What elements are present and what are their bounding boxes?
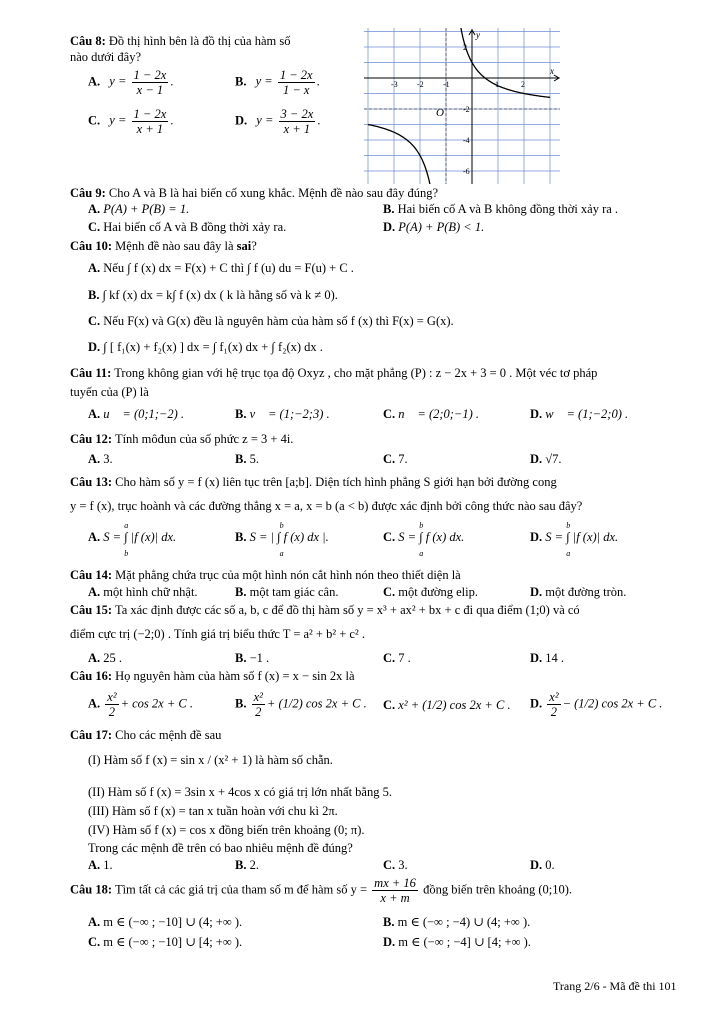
graph-curves — [368, 28, 550, 184]
q10-option-c[interactable]: C. Nếu F(x) và G(x) đều là nguyên hàm của hàm số f (x) thì F(x) = G(x). — [88, 314, 454, 328]
q17-stem: Câu 17: Cho các mệnh đề sau — [70, 728, 222, 742]
q17-option-b[interactable]: B. 2. — [235, 858, 259, 872]
q14-option-d[interactable]: D. một đường tròn. — [530, 585, 627, 599]
q10-stem: Câu 10: Mệnh đề nào sau đây là sai? — [70, 239, 257, 253]
q18-option-a[interactable]: A. m ∈ (−∞ ; −10] ∪ (4; +∞ ). — [88, 915, 243, 929]
q15-stem-1: Câu 15: Ta xác định được các số a, b, c để đồ thị hàm số y = x³ + ax² + bx + c đi qua điểm (1;0) và có — [70, 603, 580, 617]
q8-label: Câu 8: — [70, 34, 106, 48]
q10-option-d[interactable]: D. ∫ [ f₁(x) + f₂(x) ] dx = ∫ f₁(x) dx + ∫ f₂(x) dx . — [88, 340, 323, 354]
q9-text: Cho A và B là hai biến cố xung khắc. Mệnh đề nào sau đây đúng? — [108, 186, 439, 200]
q13-option-b[interactable]: B. S = | ∫ f (x) dx |. b a — [235, 521, 329, 558]
q8-a-fraction: $\frac{1 - 2x}{x - 1}$ — [133, 68, 167, 97]
q8-text2: nào dưới đây? — [70, 50, 142, 64]
q9-label: Câu 9: — [70, 186, 106, 200]
origin-label: O — [436, 107, 444, 119]
q15-stem-2: điểm cực trị (−2;0) . Tính giá trị biểu thức T = a² + b² + c² . — [70, 627, 365, 641]
q11-option-d[interactable]: D. w⃗ = (1;−2;0) . — [530, 407, 629, 421]
q13-option-a[interactable]: A. S = ∫ |f (x)| dx. a b — [88, 521, 177, 558]
q18-stem: Câu 18: Tìm tất cả các giá trị của tham số m để hàm số y = $\frac{mx + 16}{x + m}$ đồng biến trên khoảng (0;10). — [70, 876, 572, 905]
q15-option-b[interactable]: B. −1 . — [235, 651, 270, 665]
q18-option-c[interactable]: C. m ∈ (−∞ ; −10] ∪ [4; +∞ ). — [88, 935, 243, 949]
q17-option-d[interactable]: D. 0. — [530, 858, 555, 872]
q14-stem: Câu 14: Mặt phẳng chứa trục của một hình nón cắt hình nón theo thiết diện là — [70, 568, 461, 582]
q11-stem-2: tuyến của (P) là — [70, 385, 149, 399]
q14-option-c[interactable]: C. một đường elip. — [383, 585, 478, 599]
q8-b-fraction: $\frac{1 - 2x}{1 - x}$ — [279, 68, 313, 97]
q11-option-c[interactable]: C. n⃗ = (2;0;−1) . — [383, 407, 480, 421]
x-axis-label: x — [550, 66, 554, 76]
graph-grid — [364, 28, 560, 184]
q16-option-d[interactable]: D. $\frac{\text{x²}}{2}$ − (1/2) cos 2x + C . — [530, 690, 663, 719]
q13-stem-2: y = f (x), trục hoành và các đường thẳng x = a, x = b (a < b) được xác định bởi công thức nào sau đây? — [70, 499, 583, 513]
q8-d-fraction: $\frac{3 - 2x}{x + 1}$ — [280, 107, 314, 136]
q11-stem-1: Câu 11: Trong không gian với hệ trục tọa độ Oxyz , cho mặt phẳng (P) : z − 2x + 3 = 0 . Một véc tơ pháp — [70, 366, 598, 380]
x-tick-label: -2 — [417, 80, 424, 89]
q12-option-a[interactable]: A. 3. — [88, 452, 113, 466]
x-tick-label: 2 — [521, 80, 525, 89]
q12-option-d[interactable]: D. √7. — [530, 452, 562, 466]
q8-line1 — [70, 34, 290, 49]
q15-option-c[interactable]: C. 7 . — [383, 651, 411, 665]
q18-option-b[interactable]: B. m ∈ (−∞ ; −4) ∪ (4; +∞ ). — [383, 915, 531, 929]
q17-question: Trong các mệnh đề trên có bao nhiêu mệnh đề đúng? — [88, 841, 353, 855]
x-tick-label: 1 — [495, 80, 499, 89]
q11-option-a[interactable]: A. u⃗ = (0;1;−2) . — [88, 407, 185, 421]
q12-stem: Câu 12: Tính môđun của số phức z = 3 + 4i. — [70, 432, 294, 446]
q12-option-c[interactable]: C. 7. — [383, 452, 408, 466]
q13-stem-1: Câu 13: Cho hàm số y = f (x) liên tục trên [a;b]. Diện tích hình phẳng S giới hạn bởi đường cong — [70, 475, 557, 489]
q17-item-3: (III) Hàm số f (x) = tan x tuần hoàn với chu kì 2π. — [88, 804, 338, 818]
q8-graph — [364, 28, 560, 184]
curve-branch-left — [368, 125, 432, 185]
q12-option-b[interactable]: B. 5. — [235, 452, 259, 466]
y-tick-label: -4 — [463, 136, 470, 145]
q8-option-d[interactable]: D. y = $\frac{3 - 2x}{x + 1}$ . — [235, 107, 321, 136]
q9-option-c[interactable]: C. Hai biến cố A và B đồng thời xảy ra. — [88, 220, 287, 234]
q8-c-fraction: $\frac{1 - 2x}{x + 1}$ — [133, 107, 167, 136]
y-axis-label: y — [476, 30, 480, 40]
x-tick-label: -1 — [443, 80, 450, 89]
q16-option-a[interactable]: A. $\frac{\text{x²}}{2}$ + cos 2x + C . — [88, 690, 193, 719]
q16-option-b[interactable]: B. $\frac{\text{x²}}{2}$ + (1/2) cos 2x + C . — [235, 690, 367, 719]
q8-option-a[interactable]: A. y = $\frac{1 - 2x}{x - 1}$ . — [88, 68, 174, 97]
q16-option-c[interactable]: C. x² + (1/2) cos 2x + C . — [383, 698, 511, 712]
q17-option-a[interactable]: A. 1. — [88, 858, 113, 872]
q11-option-b[interactable]: B. v⃗ = (1;−2;3) . — [235, 407, 330, 421]
y-tick-label: -2 — [463, 105, 470, 114]
y-tick-label: 2 — [463, 43, 467, 52]
q15-option-d[interactable]: D. 14 . — [530, 651, 565, 665]
page-footer: Trang 2/6 - Mã đề thi 101 — [553, 979, 677, 993]
q9-option-d[interactable]: D. P(A) + P(B) < 1. — [383, 220, 485, 234]
q17-item-1: (I) Hàm số f (x) = sin x / (x² + 1) là hàm số chẵn. — [88, 753, 333, 767]
q18-option-d[interactable]: D. m ∈ (−∞ ; −4] ∪ [4; +∞ ). — [383, 935, 531, 949]
q9-option-b[interactable]: B. Hai biến cố A và B không đồng thời xảy ra . — [383, 202, 619, 216]
q9-stem — [70, 186, 438, 201]
q17-option-c[interactable]: C. 3. — [383, 858, 408, 872]
y-tick-label: -6 — [463, 167, 470, 176]
q8-option-c[interactable]: C. y = $\frac{1 - 2x}{x + 1}$ . — [88, 107, 174, 136]
q15-option-a[interactable]: A. 25 . — [88, 651, 123, 665]
x-tick-label: -3 — [391, 80, 398, 89]
q13-option-c[interactable]: C. S = ∫ f (x) dx. b a — [383, 521, 465, 558]
graph-axes — [364, 28, 560, 184]
q16-stem: Câu 16: Họ nguyên hàm của hàm số f (x) = x − sin 2x là — [70, 669, 355, 683]
q8-option-b[interactable]: B. y = $\frac{1 - 2x}{1 - x}$ . — [235, 68, 320, 97]
q13-option-d[interactable]: D. S = ∫ |f (x)| dx. b a — [530, 521, 619, 558]
q8-text1: Đồ thị hình bên là đồ thị của hàm số — [108, 34, 291, 48]
q10-option-a[interactable]: A. Nếu ∫ f (x) dx = F(x) + C thì ∫ f (u) du = F(u) + C . — [88, 261, 354, 275]
q14-option-b[interactable]: B. một tam giác cân. — [235, 585, 339, 599]
q14-option-a[interactable]: A. một hình chữ nhật. — [88, 585, 198, 599]
q17-item-4: (IV) Hàm số f (x) = cos x đồng biến trên khoảng (0; π). — [88, 823, 365, 837]
q9-option-a[interactable]: A. P(A) + P(B) = 1. — [88, 202, 190, 216]
q17-item-2: (II) Hàm số f (x) = 3sin x + 4cos x có giá trị lớn nhất bằng 5. — [88, 785, 392, 799]
q10-option-b[interactable]: B. ∫ kf (x) dx = k∫ f (x) dx ( k là hằng số và k ≠ 0). — [88, 288, 338, 302]
